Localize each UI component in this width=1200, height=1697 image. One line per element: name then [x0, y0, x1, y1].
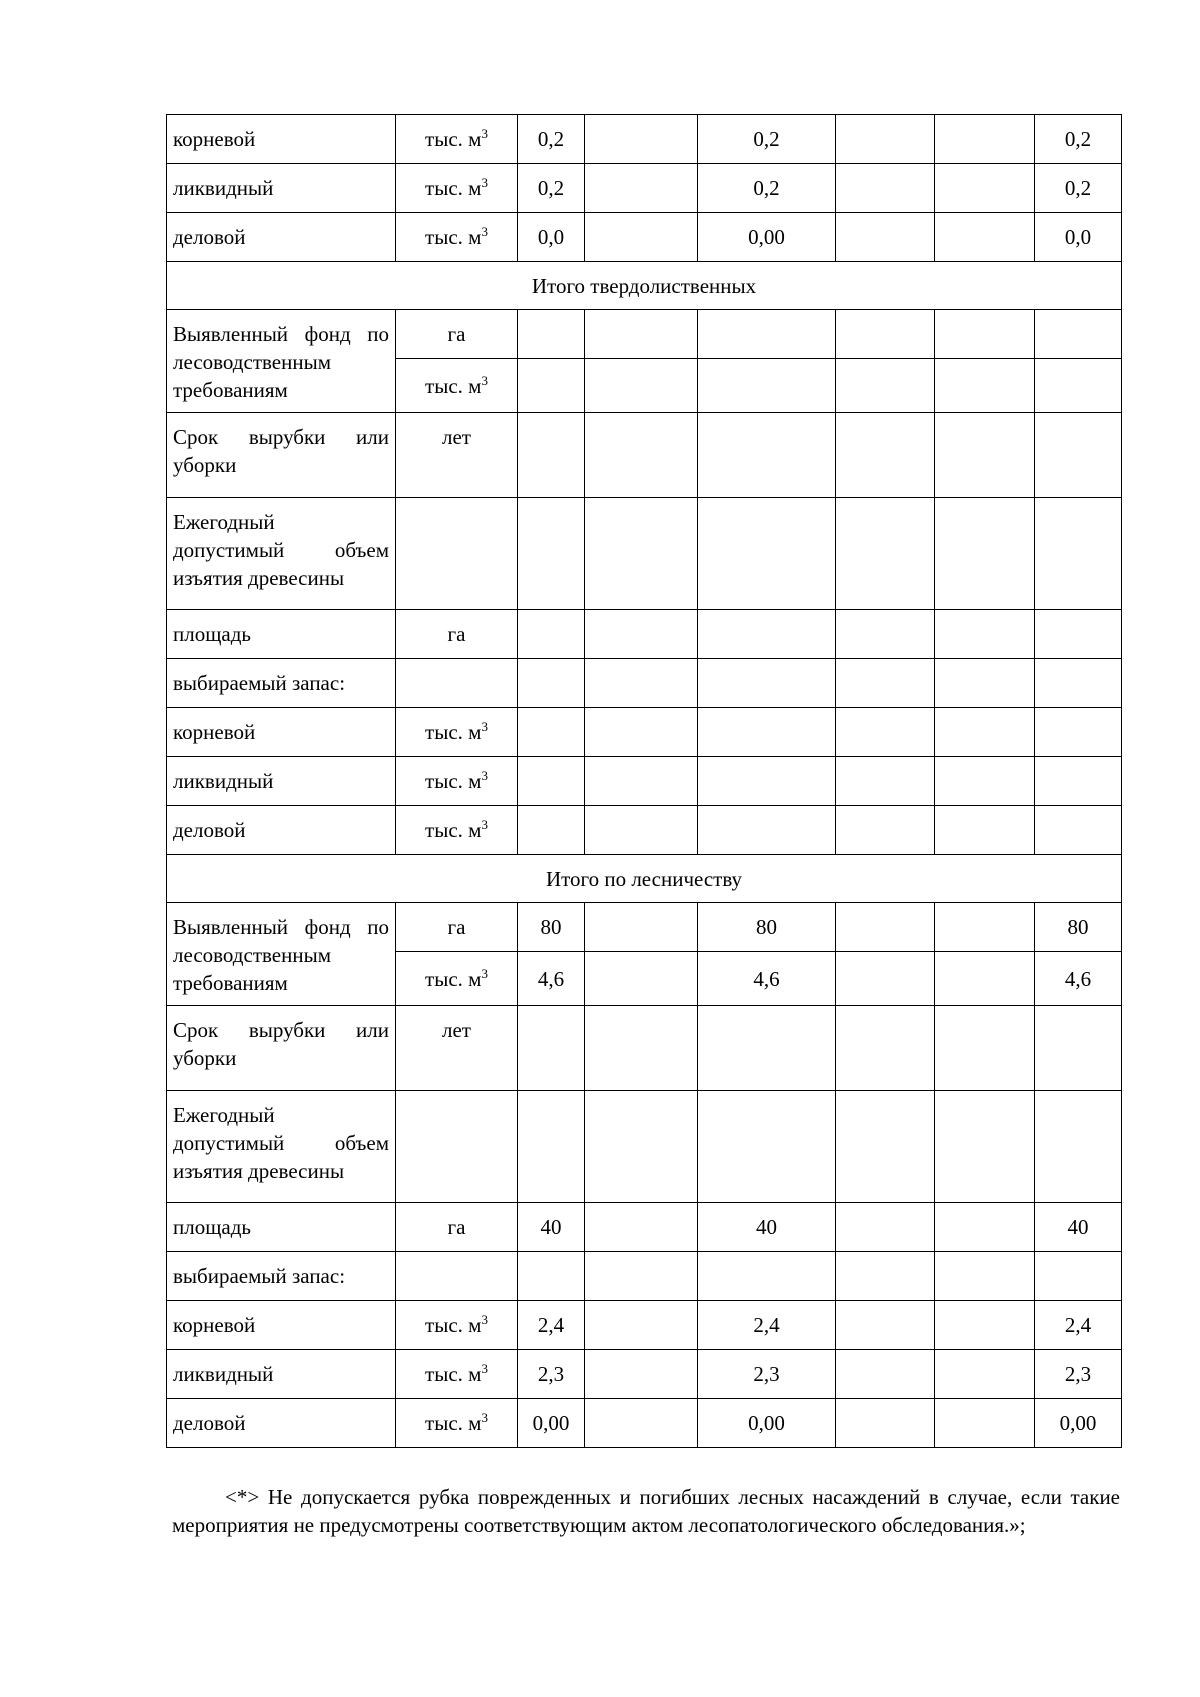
table-row	[167, 610, 1122, 659]
value-cell: 0,0	[1035, 213, 1122, 262]
value-cell	[935, 1252, 1035, 1301]
table-row	[167, 1252, 1122, 1301]
value-cell	[518, 1252, 585, 1301]
unit-prefix: тыс. м	[425, 1411, 482, 1435]
table-row	[167, 757, 1122, 806]
row-label: ликвидный	[167, 164, 396, 213]
table-row	[167, 1006, 1122, 1091]
value-cell	[698, 310, 836, 359]
unit-superscript: 3	[481, 126, 488, 141]
footnote: <*> Не допускается рубка поврежденных и погибших лесных насаждений в случае, если такие мероприятия не предусмотрены соответствующим актом лесопатологического обследования.»;	[172, 1485, 1120, 1537]
row-label: выбираемый запас:	[167, 659, 396, 708]
value-cell	[836, 610, 935, 659]
value-cell	[935, 115, 1035, 164]
unit-superscript: 3	[481, 372, 488, 388]
value-cell	[698, 708, 836, 757]
value-cell	[585, 213, 698, 262]
row-label: деловой	[167, 213, 396, 262]
value-cell	[935, 1301, 1035, 1350]
value-cell	[585, 310, 698, 359]
value-cell	[585, 952, 698, 1006]
value-cell	[935, 610, 1035, 659]
unit-cell	[396, 164, 518, 213]
value-cell: 4,6	[698, 952, 836, 1006]
forest-data-table	[166, 114, 1122, 1448]
value-cell	[518, 659, 585, 708]
unit-cell	[396, 1252, 518, 1301]
table-row	[167, 708, 1122, 757]
section-row	[167, 855, 1122, 903]
table-row	[167, 498, 1122, 610]
unit-prefix: тыс. м	[425, 818, 482, 842]
value-cell	[1035, 359, 1122, 413]
value-cell	[836, 757, 935, 806]
value-cell	[585, 659, 698, 708]
value-cell	[836, 310, 935, 359]
unit-prefix: тыс. м	[425, 1362, 482, 1386]
unit-cell	[396, 806, 518, 855]
value-cell	[935, 806, 1035, 855]
value-cell	[836, 413, 935, 498]
value-cell	[836, 213, 935, 262]
unit-superscript: 3	[481, 768, 488, 783]
value-cell	[698, 757, 836, 806]
value-cell: 0,2	[518, 115, 585, 164]
value-cell	[836, 952, 935, 1006]
unit-prefix: тыс. м	[425, 176, 482, 200]
value-cell	[585, 806, 698, 855]
value-cell: 0,00	[698, 213, 836, 262]
unit-cell: га	[396, 903, 518, 952]
unit-cell	[396, 1399, 518, 1448]
value-cell	[1035, 413, 1122, 498]
row-label: Ежегодный допустимый объем изъятия древесины	[167, 1091, 396, 1203]
unit-cell	[396, 498, 518, 610]
unit-cell: га	[396, 310, 518, 359]
value-cell	[935, 1350, 1035, 1399]
value-cell	[518, 310, 585, 359]
section-row	[167, 262, 1122, 310]
value-cell	[935, 1203, 1035, 1252]
row-label: выбираемый запас:	[167, 1252, 396, 1301]
value-cell	[836, 498, 935, 610]
value-cell	[1035, 1006, 1122, 1091]
row-label: корневой	[167, 1301, 396, 1350]
value-cell	[1035, 1252, 1122, 1301]
value-cell: 40	[698, 1203, 836, 1252]
table-row	[167, 806, 1122, 855]
value-cell	[935, 708, 1035, 757]
table-row	[167, 1091, 1122, 1203]
value-cell	[585, 164, 698, 213]
value-cell	[1035, 659, 1122, 708]
table-row	[167, 213, 1122, 262]
unit-cell	[396, 1350, 518, 1399]
table-body	[167, 115, 1122, 1448]
value-cell	[836, 1203, 935, 1252]
value-cell	[1035, 708, 1122, 757]
value-cell: 0,00	[1035, 1399, 1122, 1448]
unit-cell	[396, 708, 518, 757]
value-cell: 2,3	[1035, 1350, 1122, 1399]
row-label: Выявленный фонд по лесоводственным требованиям	[167, 903, 396, 1006]
row-label: Срок вырубки или уборки	[167, 413, 396, 498]
value-cell: 0,2	[1035, 164, 1122, 213]
row-label: ликвидный	[167, 757, 396, 806]
value-cell	[1035, 610, 1122, 659]
unit-prefix: тыс. м	[425, 225, 482, 249]
value-cell	[585, 1399, 698, 1448]
value-cell	[935, 757, 1035, 806]
value-cell: 2,4	[698, 1301, 836, 1350]
unit-cell	[396, 115, 518, 164]
row-label: Срок вырубки или уборки	[167, 1006, 396, 1091]
table-row	[167, 1301, 1122, 1350]
unit-prefix: тыс. м	[425, 1313, 482, 1337]
value-cell	[585, 115, 698, 164]
unit-superscript: 3	[481, 1312, 488, 1327]
value-cell	[935, 1399, 1035, 1448]
value-cell	[698, 413, 836, 498]
unit-cell: лет	[396, 1006, 518, 1091]
unit-cell: лет	[396, 413, 518, 498]
value-cell	[585, 757, 698, 806]
value-cell	[935, 903, 1035, 952]
value-cell	[836, 1350, 935, 1399]
unit-superscript: 3	[481, 175, 488, 190]
value-cell	[935, 498, 1035, 610]
value-cell	[518, 498, 585, 610]
row-label: корневой	[167, 708, 396, 757]
value-cell	[518, 757, 585, 806]
value-cell: 0,2	[1035, 115, 1122, 164]
value-cell: 80	[1035, 903, 1122, 952]
value-cell	[935, 213, 1035, 262]
unit-cell: га	[396, 1203, 518, 1252]
value-cell: 80	[518, 903, 585, 952]
unit-superscript: 3	[481, 1410, 488, 1425]
value-cell	[1035, 498, 1122, 610]
value-cell	[585, 1301, 698, 1350]
value-cell	[698, 806, 836, 855]
value-cell	[585, 359, 698, 413]
value-cell	[836, 903, 935, 952]
value-cell	[585, 1091, 698, 1203]
value-cell: 2,4	[1035, 1301, 1122, 1350]
value-cell	[935, 310, 1035, 359]
value-cell	[585, 1006, 698, 1091]
unit-prefix: тыс. м	[425, 769, 482, 793]
unit-cell	[396, 757, 518, 806]
unit-superscript: 3	[481, 224, 488, 239]
table-row	[167, 903, 1122, 952]
value-cell	[585, 903, 698, 952]
value-cell: 0,2	[518, 164, 585, 213]
value-cell	[698, 498, 836, 610]
table-row	[167, 1203, 1122, 1252]
value-cell	[935, 413, 1035, 498]
value-cell	[836, 1301, 935, 1350]
value-cell	[935, 359, 1035, 413]
value-cell	[698, 1006, 836, 1091]
value-cell	[585, 1350, 698, 1399]
value-cell	[836, 659, 935, 708]
value-cell	[836, 1006, 935, 1091]
section-title: Итого по лесничеству	[167, 855, 1122, 903]
value-cell: 0,2	[698, 115, 836, 164]
unit-cell	[396, 1091, 518, 1203]
value-cell	[1035, 310, 1122, 359]
unit-superscript: 3	[481, 719, 488, 734]
value-cell: 2,3	[518, 1350, 585, 1399]
value-cell	[836, 1399, 935, 1448]
value-cell: 0,00	[518, 1399, 585, 1448]
value-cell	[698, 1091, 836, 1203]
value-cell	[518, 708, 585, 757]
value-cell: 4,6	[518, 952, 585, 1006]
unit-cell	[396, 659, 518, 708]
unit-prefix: тыс. м	[425, 127, 482, 151]
value-cell	[836, 1091, 935, 1203]
value-cell	[585, 708, 698, 757]
value-cell	[585, 498, 698, 610]
value-cell	[585, 1203, 698, 1252]
value-cell	[935, 952, 1035, 1006]
value-cell	[935, 164, 1035, 213]
value-cell: 4,6	[1035, 952, 1122, 1006]
value-cell	[518, 359, 585, 413]
unit-cell	[396, 1301, 518, 1350]
value-cell: 0,00	[698, 1399, 836, 1448]
table-row	[167, 659, 1122, 708]
value-cell	[698, 610, 836, 659]
value-cell	[836, 115, 935, 164]
unit-superscript: 3	[481, 1361, 488, 1376]
value-cell: 2,4	[518, 1301, 585, 1350]
table-row	[167, 310, 1122, 359]
row-label: деловой	[167, 1399, 396, 1448]
value-cell	[518, 413, 585, 498]
value-cell: 40	[1035, 1203, 1122, 1252]
value-cell	[1035, 1091, 1122, 1203]
row-label: Ежегодный допустимый объем изъятия древесины	[167, 498, 396, 610]
row-label: Выявленный фонд по лесоводственным требованиям	[167, 310, 396, 413]
unit-cell	[396, 213, 518, 262]
unit-prefix: тыс. м	[425, 720, 482, 744]
table-row	[167, 1350, 1122, 1399]
unit-superscript: 3	[481, 965, 488, 981]
value-cell	[935, 1091, 1035, 1203]
value-cell	[1035, 757, 1122, 806]
value-cell: 2,3	[698, 1350, 836, 1399]
unit-cell	[396, 952, 518, 1006]
table-row	[167, 1399, 1122, 1448]
unit-prefix: тыс. м	[425, 373, 482, 398]
value-cell	[698, 359, 836, 413]
value-cell	[518, 610, 585, 659]
value-cell	[518, 1006, 585, 1091]
row-label: деловой	[167, 806, 396, 855]
row-label: площадь	[167, 610, 396, 659]
row-label: площадь	[167, 1203, 396, 1252]
value-cell	[698, 1252, 836, 1301]
value-cell: 40	[518, 1203, 585, 1252]
table-row	[167, 413, 1122, 498]
value-cell	[836, 806, 935, 855]
value-cell: 0,2	[698, 164, 836, 213]
value-cell	[698, 659, 836, 708]
section-title: Итого твердолиственных	[167, 262, 1122, 310]
value-cell	[585, 1252, 698, 1301]
value-cell	[836, 708, 935, 757]
value-cell	[518, 1091, 585, 1203]
unit-cell: га	[396, 610, 518, 659]
unit-cell	[396, 359, 518, 413]
value-cell	[935, 1006, 1035, 1091]
value-cell: 80	[698, 903, 836, 952]
value-cell	[585, 413, 698, 498]
value-cell	[518, 806, 585, 855]
value-cell	[836, 359, 935, 413]
row-label: корневой	[167, 115, 396, 164]
value-cell	[836, 1252, 935, 1301]
value-cell	[1035, 806, 1122, 855]
row-label: ликвидный	[167, 1350, 396, 1399]
value-cell	[935, 659, 1035, 708]
value-cell	[585, 610, 698, 659]
value-cell	[836, 164, 935, 213]
value-cell: 0,0	[518, 213, 585, 262]
table-row	[167, 164, 1122, 213]
unit-superscript: 3	[481, 817, 488, 832]
unit-prefix: тыс. м	[425, 966, 482, 991]
table-row	[167, 115, 1122, 164]
